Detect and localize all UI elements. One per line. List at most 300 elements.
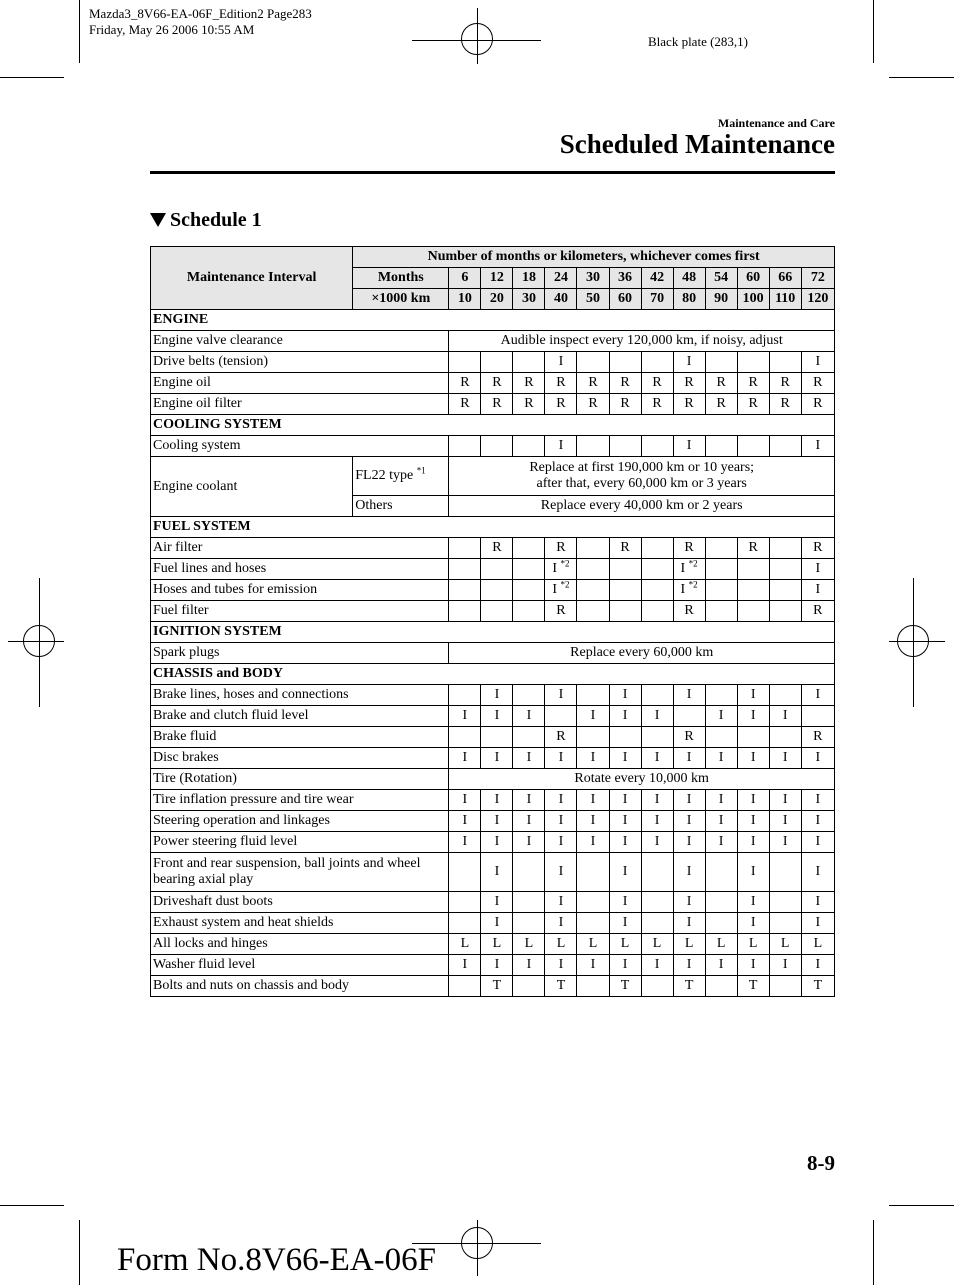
crop-mark — [873, 1220, 874, 1285]
schedule-cell: R — [673, 538, 705, 559]
table-row — [151, 352, 835, 373]
km-cell: 20 — [481, 289, 513, 310]
schedule-cell: L — [545, 934, 577, 955]
schedule-cell: R — [513, 394, 545, 415]
schedule-cell: I — [513, 955, 545, 976]
schedule-cell — [449, 976, 481, 997]
schedule-cell — [513, 913, 545, 934]
schedule-cell — [449, 538, 481, 559]
row-item: Front and rear suspension, ball joints and wheel bearing axial play — [151, 853, 449, 892]
schedule-cell — [545, 580, 577, 601]
schedule-cell: L — [737, 934, 769, 955]
schedule-cell: I — [801, 580, 834, 601]
schedule-cell: I — [705, 955, 737, 976]
month-cell: 12 — [481, 268, 513, 289]
plate-label: Black plate (283,1) — [648, 34, 748, 49]
table-row — [151, 580, 835, 601]
schedule-cell: L — [769, 934, 801, 955]
schedule-cell — [641, 976, 673, 997]
schedule-cell: R — [545, 601, 577, 622]
km-cell: 50 — [577, 289, 609, 310]
schedule-cell: I — [801, 955, 834, 976]
schedule-cell: I — [641, 832, 673, 853]
schedule-cell: I — [481, 913, 513, 934]
schedule-cell: R — [673, 373, 705, 394]
schedule-cell: I — [705, 811, 737, 832]
schedule-cell: I — [801, 853, 834, 892]
schedule-cell — [513, 892, 545, 913]
table-row — [151, 559, 835, 580]
schedule-cell: I — [801, 685, 834, 706]
schedule-cell: I — [769, 955, 801, 976]
row-item: Steering operation and linkages — [151, 811, 449, 832]
schedule-cell: I — [801, 811, 834, 832]
note-line: after that, every 60,000 km or 3 years — [536, 476, 747, 491]
schedule-cell: I — [577, 748, 609, 769]
schedule-cell — [481, 436, 513, 457]
schedule-cell — [705, 352, 737, 373]
schedule-cell — [577, 352, 609, 373]
schedule-cell: I — [449, 790, 481, 811]
schedule-cell: I — [545, 790, 577, 811]
table-row — [151, 331, 835, 352]
schedule-cell — [449, 892, 481, 913]
schedule-cell: I — [481, 685, 513, 706]
coolant-type-label: FL22 type — [355, 468, 414, 483]
row-item: Air filter — [151, 538, 449, 559]
schedule-cell: I — [513, 790, 545, 811]
schedule-cell: R — [641, 394, 673, 415]
row-item: Hoses and tubes for emission — [151, 580, 449, 601]
schedule-cell — [641, 853, 673, 892]
schedule-cell — [705, 892, 737, 913]
schedule-cell — [737, 559, 769, 580]
schedule-cell: R — [673, 727, 705, 748]
month-cell: 66 — [769, 268, 801, 289]
schedule-cell — [705, 913, 737, 934]
schedule-cell — [641, 436, 673, 457]
schedule-cell: I — [545, 811, 577, 832]
row-item: Driveshaft dust boots — [151, 892, 449, 913]
km-cell: 10 — [449, 289, 481, 310]
row-item: Spark plugs — [151, 643, 449, 664]
schedule-cell: I — [481, 706, 513, 727]
table-row — [151, 457, 835, 496]
schedule-cell — [449, 559, 481, 580]
schedule-cell — [673, 706, 705, 727]
table-row — [151, 913, 835, 934]
schedule-cell — [577, 892, 609, 913]
row-item: Cooling system — [151, 436, 449, 457]
month-cell: 30 — [577, 268, 609, 289]
schedule-cell: L — [481, 934, 513, 955]
schedule-cell — [641, 913, 673, 934]
schedule-cell — [705, 436, 737, 457]
schedule-cell — [609, 580, 641, 601]
schedule-cell: I — [545, 892, 577, 913]
schedule-cell — [673, 580, 705, 601]
schedule-cell: T — [737, 976, 769, 997]
schedule-cell: I — [801, 913, 834, 934]
schedule-cell: R — [609, 373, 641, 394]
schedule-cell: I — [737, 748, 769, 769]
schedule-cell — [577, 580, 609, 601]
title-rule — [150, 171, 835, 174]
schedule-cell: I — [673, 913, 705, 934]
schedule-cell: R — [801, 538, 834, 559]
schedule-cell: I — [481, 892, 513, 913]
schedule-cell — [577, 559, 609, 580]
note-line: Replace at first 190,000 km or 10 years; — [529, 460, 755, 475]
schedule-cell — [641, 601, 673, 622]
coolant-type-others: Others — [353, 496, 449, 517]
schedule-cell: I — [673, 832, 705, 853]
schedule-cell: I — [769, 706, 801, 727]
schedule-cell: I — [513, 832, 545, 853]
schedule-cell — [641, 727, 673, 748]
schedule-cell — [737, 436, 769, 457]
footnote-marker: *1 — [416, 465, 426, 476]
maintenance-table — [150, 246, 835, 997]
schedule-cell — [481, 601, 513, 622]
schedule-cell: I — [673, 748, 705, 769]
km-cell: 90 — [705, 289, 737, 310]
schedule-cell — [577, 853, 609, 892]
schedule-cell — [769, 727, 801, 748]
schedule-cell: T — [801, 976, 834, 997]
schedule-cell: I — [673, 436, 705, 457]
schedule-cell: I — [449, 706, 481, 727]
schedule-cell — [737, 727, 769, 748]
km-cell: 100 — [737, 289, 769, 310]
schedule-cell: L — [641, 934, 673, 955]
schedule-cell: I — [801, 892, 834, 913]
schedule-cell — [513, 853, 545, 892]
schedule-cell — [513, 580, 545, 601]
page-number: 8-9 — [807, 1151, 835, 1175]
km-cell: 120 — [801, 289, 834, 310]
schedule-cell: R — [481, 394, 513, 415]
schedule-cell — [513, 559, 545, 580]
schedule-cell — [769, 538, 801, 559]
schedule-cell — [609, 559, 641, 580]
table-row — [151, 976, 835, 997]
schedule-cell: R — [737, 373, 769, 394]
months-label: Months — [353, 268, 449, 289]
schedule-cell: I — [609, 811, 641, 832]
cell-value: I — [680, 582, 686, 597]
schedule-cell: I — [545, 436, 577, 457]
schedule-cell — [769, 580, 801, 601]
schedule-cell: I — [801, 559, 834, 580]
schedule-cell — [641, 352, 673, 373]
row-item: Brake and clutch fluid level — [151, 706, 449, 727]
schedule-cell: I — [481, 748, 513, 769]
schedule-cell: I — [609, 685, 641, 706]
schedule-cell: I — [737, 853, 769, 892]
schedule-cell: L — [801, 934, 834, 955]
schedule-cell: I — [737, 790, 769, 811]
schedule-cell — [513, 436, 545, 457]
schedule-cell: R — [673, 394, 705, 415]
schedule-cell: I — [705, 748, 737, 769]
schedule-cell: I — [577, 706, 609, 727]
row-item: Tire (Rotation) — [151, 769, 449, 790]
schedule-cell: I — [545, 352, 577, 373]
schedule-cell: I — [673, 955, 705, 976]
schedule-cell: I — [801, 748, 834, 769]
row-item: Bolts and nuts on chassis and body — [151, 976, 449, 997]
schedule-cell: I — [481, 790, 513, 811]
schedule-cell — [577, 976, 609, 997]
schedule-cell: I — [641, 706, 673, 727]
schedule-cell: L — [577, 934, 609, 955]
schedule-cell: R — [481, 538, 513, 559]
schedule-cell: I — [481, 832, 513, 853]
page-title: Scheduled Maintenance — [559, 129, 835, 159]
row-note: Replace every 60,000 km — [449, 643, 835, 664]
schedule-cell: I — [673, 892, 705, 913]
schedule-cell — [577, 538, 609, 559]
table-row — [151, 643, 835, 664]
section-title: ENGINE — [151, 310, 835, 331]
schedule-cell — [769, 976, 801, 997]
schedule-cell: R — [737, 394, 769, 415]
schedule-cell — [705, 685, 737, 706]
schedule-cell — [705, 853, 737, 892]
row-item: Drive belts (tension) — [151, 352, 449, 373]
schedule-cell: I — [481, 853, 513, 892]
schedule-cell: R — [769, 394, 801, 415]
km-cell: 60 — [609, 289, 641, 310]
schedule-cell: I — [449, 748, 481, 769]
schedule-cell — [673, 559, 705, 580]
schedule-cell: I — [609, 790, 641, 811]
print-header — [89, 6, 312, 38]
schedule-cell — [769, 685, 801, 706]
schedule-cell — [641, 559, 673, 580]
schedule-cell — [705, 538, 737, 559]
schedule-cell: I — [769, 811, 801, 832]
schedule-cell: R — [545, 538, 577, 559]
schedule-cell: I — [513, 706, 545, 727]
schedule-cell: I — [545, 685, 577, 706]
schedule-cell: I — [641, 790, 673, 811]
schedule-cell — [737, 352, 769, 373]
schedule-heading — [150, 209, 262, 232]
table-row — [151, 853, 835, 892]
schedule-cell — [481, 727, 513, 748]
table-row — [151, 394, 835, 415]
row-item: Fuel filter — [151, 601, 449, 622]
table-row — [151, 790, 835, 811]
schedule-cell: R — [641, 373, 673, 394]
schedule-cell: I — [801, 832, 834, 853]
month-cell: 18 — [513, 268, 545, 289]
schedule-cell: I — [705, 832, 737, 853]
schedule-cell: R — [801, 727, 834, 748]
km-cell: 80 — [673, 289, 705, 310]
print-header-line2: Friday, May 26 2006 10:55 AM — [89, 22, 255, 37]
schedule-cell — [449, 436, 481, 457]
schedule-cell — [705, 727, 737, 748]
schedule-cell: I — [481, 811, 513, 832]
interval-header: Maintenance Interval — [151, 247, 353, 310]
schedule-cell: I — [673, 811, 705, 832]
table-row — [151, 832, 835, 853]
row-item: Engine coolant — [151, 457, 353, 517]
schedule-cell: L — [609, 934, 641, 955]
schedule-cell: L — [673, 934, 705, 955]
schedule-cell — [705, 601, 737, 622]
table-row — [151, 934, 835, 955]
crop-mark — [0, 1205, 64, 1206]
crop-mark — [79, 1220, 80, 1285]
km-cell: 110 — [769, 289, 801, 310]
schedule-cell: R — [545, 373, 577, 394]
schedule-cell — [705, 976, 737, 997]
schedule-cell — [513, 685, 545, 706]
schedule-cell — [577, 913, 609, 934]
table-row — [151, 727, 835, 748]
schedule-cell — [449, 580, 481, 601]
schedule-cell: I — [609, 706, 641, 727]
schedule-cell — [769, 559, 801, 580]
schedule-cell: R — [577, 373, 609, 394]
cell-value: I — [552, 561, 558, 576]
row-item: Power steering fluid level — [151, 832, 449, 853]
row-item: Washer fluid level — [151, 955, 449, 976]
schedule-cell: T — [545, 976, 577, 997]
row-item: Disc brakes — [151, 748, 449, 769]
schedule-cell — [641, 580, 673, 601]
table-row — [151, 706, 835, 727]
row-note: Audible inspect every 120,000 km, if noisy, adjust — [449, 331, 835, 352]
row-item: Engine oil — [151, 373, 449, 394]
section-title: COOLING SYSTEM — [151, 415, 835, 436]
schedule-cell: I — [577, 955, 609, 976]
schedule-cell: I — [737, 913, 769, 934]
schedule-cell — [577, 727, 609, 748]
schedule-cell: I — [769, 790, 801, 811]
schedule-cell: R — [481, 373, 513, 394]
section-label: Maintenance and Care — [717, 116, 835, 130]
section-row — [151, 517, 835, 538]
schedule-cell: I — [545, 955, 577, 976]
table-row — [151, 811, 835, 832]
schedule-cell: T — [481, 976, 513, 997]
schedule-cell — [513, 601, 545, 622]
schedule-cell — [609, 352, 641, 373]
schedule-cell — [737, 601, 769, 622]
row-item: Fuel lines and hoses — [151, 559, 449, 580]
schedule-cell: I — [737, 892, 769, 913]
row-item: Brake fluid — [151, 727, 449, 748]
schedule-cell: I — [513, 811, 545, 832]
triangle-down-icon — [150, 213, 166, 227]
cell-value: I — [552, 582, 558, 597]
schedule-cell — [801, 706, 834, 727]
schedule-cell: R — [705, 373, 737, 394]
row-item: All locks and hinges — [151, 934, 449, 955]
footnote-marker: *2 — [688, 558, 698, 569]
coolant-note — [449, 457, 835, 496]
schedule-cell: R — [513, 373, 545, 394]
schedule-cell: R — [545, 727, 577, 748]
schedule-cell: T — [609, 976, 641, 997]
schedule-cell — [577, 601, 609, 622]
schedule-cell: I — [481, 955, 513, 976]
schedule-cell — [449, 601, 481, 622]
schedule-cell: R — [769, 373, 801, 394]
month-cell: 42 — [641, 268, 673, 289]
schedule-cell: R — [801, 373, 834, 394]
schedule-cell: I — [673, 352, 705, 373]
schedule-cell: L — [705, 934, 737, 955]
schedule-cell: R — [705, 394, 737, 415]
schedule-cell — [769, 913, 801, 934]
month-cell: 48 — [673, 268, 705, 289]
crop-mark — [889, 77, 954, 78]
crop-mark — [889, 1205, 954, 1206]
schedule-cell — [545, 706, 577, 727]
section-title: IGNITION SYSTEM — [151, 622, 835, 643]
month-cell: 24 — [545, 268, 577, 289]
schedule-cell — [513, 727, 545, 748]
schedule-cell — [641, 685, 673, 706]
schedule-cell — [609, 601, 641, 622]
schedule-cell — [705, 580, 737, 601]
km-cell: 30 — [513, 289, 545, 310]
schedule-cell: I — [513, 748, 545, 769]
schedule-cell: I — [609, 853, 641, 892]
schedule-cell: I — [641, 748, 673, 769]
schedule-cell: I — [577, 811, 609, 832]
schedule-cell: I — [609, 913, 641, 934]
schedule-cell: I — [641, 811, 673, 832]
schedule-cell — [609, 727, 641, 748]
km-cell: 70 — [641, 289, 673, 310]
row-item: Exhaust system and heat shields — [151, 913, 449, 934]
schedule-cell — [769, 892, 801, 913]
schedule-cell — [705, 559, 737, 580]
schedule-cell: I — [609, 955, 641, 976]
section-row — [151, 622, 835, 643]
schedule-cell: I — [673, 853, 705, 892]
schedule-cell — [481, 559, 513, 580]
table-row — [151, 373, 835, 394]
schedule-cell: R — [801, 394, 834, 415]
row-item: Brake lines, hoses and connections — [151, 685, 449, 706]
schedule-cell: I — [609, 748, 641, 769]
schedule-cell: I — [769, 748, 801, 769]
schedule-cell — [513, 976, 545, 997]
schedule-cell: I — [673, 685, 705, 706]
schedule-cell: I — [609, 832, 641, 853]
schedule-cell: I — [577, 832, 609, 853]
schedule-cell: I — [801, 790, 834, 811]
schedule-cell: I — [449, 832, 481, 853]
schedule-cell — [641, 538, 673, 559]
table-row — [151, 685, 835, 706]
schedule-cell: I — [801, 436, 834, 457]
schedule-cell: I — [641, 955, 673, 976]
schedule-cell: R — [449, 394, 481, 415]
schedule-cell: L — [513, 934, 545, 955]
schedule-cell — [449, 853, 481, 892]
km-cell: 40 — [545, 289, 577, 310]
row-item: Tire inflation pressure and tire wear — [151, 790, 449, 811]
